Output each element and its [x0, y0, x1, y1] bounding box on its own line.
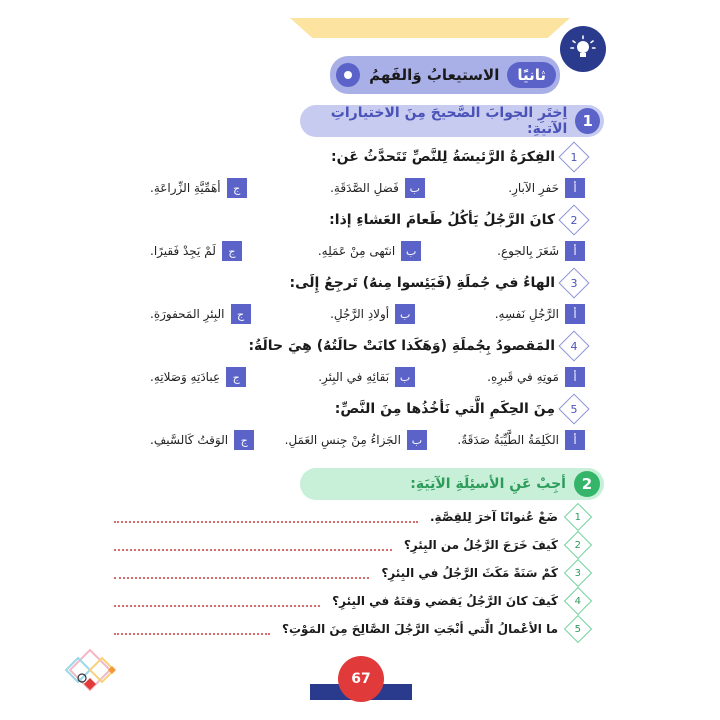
section-header [330, 56, 560, 94]
lightbulb-icon [560, 26, 606, 72]
answer-line[interactable] [114, 511, 418, 523]
mcq-item [150, 271, 585, 325]
item-number-badge: 1 [564, 503, 592, 531]
answer-line[interactable] [114, 567, 369, 579]
mcq-option[interactable]: أ الكَلِمَةُ الطَّيِّبَةُ صَدَقَةٌ. [457, 430, 585, 450]
question-text: كَمْ سَنَةً مَكَثَ الرَّجُلُ في البِئرِ؟ [381, 566, 558, 580]
mcq-option[interactable]: ب فَضلِ الصَّدَقَةِ. [330, 178, 425, 198]
diamond-pattern-icon [60, 648, 120, 696]
mcq-option[interactable]: ج الوَقتُ كَالسَّيفِ. [150, 430, 254, 450]
mcq-option[interactable]: ب الجَزاءُ مِنْ جِنسِ العَمَلِ. [285, 430, 427, 450]
answer-line[interactable] [114, 539, 392, 551]
mcq-option[interactable]: أ شَعَرَ بِالجوعِ. [497, 241, 585, 261]
section-dot-icon [336, 63, 360, 87]
item-number-badge: 4 [564, 587, 592, 615]
mcq-stem: المَقصودُ بِجُملَةِ (وَهَكَذا كانَتْ حالَتُهُ) هِيَ حالَةُ: [248, 338, 555, 354]
mcq-option[interactable]: ج البِئرِ المَحفورَةِ. [150, 304, 251, 324]
mcq-option[interactable]: أ حَفرِ الآبارِ. [508, 178, 585, 198]
mcq-stem: الفِكرَةُ الرَّئيسَةُ لِلنَّصِّ تَتَحدَّثُ عَن: [331, 149, 555, 165]
question-text: كَيفَ خَرَجَ الرَّجُلُ من البِئرِ؟ [403, 538, 558, 552]
mcq-option[interactable]: ج عِبادَتِهِ وَصَلاتِهِ. [150, 367, 246, 387]
mcq-stem: الهاءُ في جُملَةِ (فَيَئِسوا مِنهُ) تَرجِعُ إِلَى: [289, 275, 555, 291]
mcq-option[interactable]: أ الرَّجُلِ نَفسِهِ. [495, 304, 585, 324]
item-number-badge: 3 [564, 559, 592, 587]
open-question [110, 618, 588, 640]
mcq-option[interactable]: أ مَوتِهِ في قَبرِهِ. [487, 367, 585, 387]
mcq-option[interactable]: ج أهَمِّيَّةِ الزِّراعَةِ. [150, 178, 247, 198]
mcq-option[interactable]: ب أولادِ الرَّجُلِ. [330, 304, 415, 324]
open-question [110, 534, 588, 556]
mcq-stem: كانَ الرَّجُلُ يَأكُلُ طَعامَ العَشاءِ إذا: [329, 212, 555, 228]
item-number-badge: 2 [558, 204, 589, 235]
section-tag: ثانيًا [507, 62, 556, 88]
question-2-number: 2 [574, 471, 600, 497]
question-2-title: أجِبْ عَنِ الأسئِلَةِ الآتِيَةِ: [410, 476, 566, 492]
item-number-badge: 2 [564, 531, 592, 559]
question-1-title: اِختَرِ الجوابَ الصَّحيحَ مِنَ الاختياراتِ الآتيةِ: [330, 105, 568, 137]
question-text: ما الأعْمالُ الَّتي أنْجَتِ الرَّجُلَ الصَّالِحَ مِنَ المَوْتِ؟ [282, 622, 558, 636]
answer-line[interactable] [114, 595, 320, 607]
item-number-badge: 3 [558, 267, 589, 298]
mcq-item [150, 397, 585, 451]
answer-line[interactable] [114, 623, 270, 635]
page-number: 67 [338, 656, 384, 702]
top-decorative-strip [290, 18, 570, 38]
item-number-badge: 5 [564, 615, 592, 643]
question-1-number: 1 [575, 108, 600, 134]
question-text: ضَعْ عُنوانًا آخرَ لِلقِصَّةِ. [430, 510, 558, 524]
mcq-stem: مِنَ الحِكَمِ الَّتي نَأخُذُها مِنَ النَّصِّ: [334, 401, 555, 417]
mcq-item [150, 334, 585, 388]
mcq-item [150, 145, 585, 199]
item-number-badge: 1 [558, 141, 589, 172]
question-text: كَيفَ كانَ الرَّجُلُ يَقضي وَقتَهُ في البِئرِ؟ [332, 594, 558, 608]
item-number-badge: 4 [558, 330, 589, 361]
item-number-badge: 5 [558, 393, 589, 424]
mcq-option[interactable]: ج لَمْ يَجِدْ فَقيرًا. [150, 241, 242, 261]
section-title: الاستيعابُ وَالفَهمُ [369, 66, 500, 84]
question-1-header [300, 105, 604, 137]
open-question [110, 590, 588, 612]
mcq-item [150, 208, 585, 262]
open-question [110, 562, 588, 584]
mcq-option[interactable]: ب بَقائِهِ في البِئرِ. [318, 367, 415, 387]
mcq-option[interactable]: ب انتَهى مِنْ عَمَلِهِ. [318, 241, 421, 261]
open-question [110, 506, 588, 528]
question-2-header [300, 468, 604, 500]
